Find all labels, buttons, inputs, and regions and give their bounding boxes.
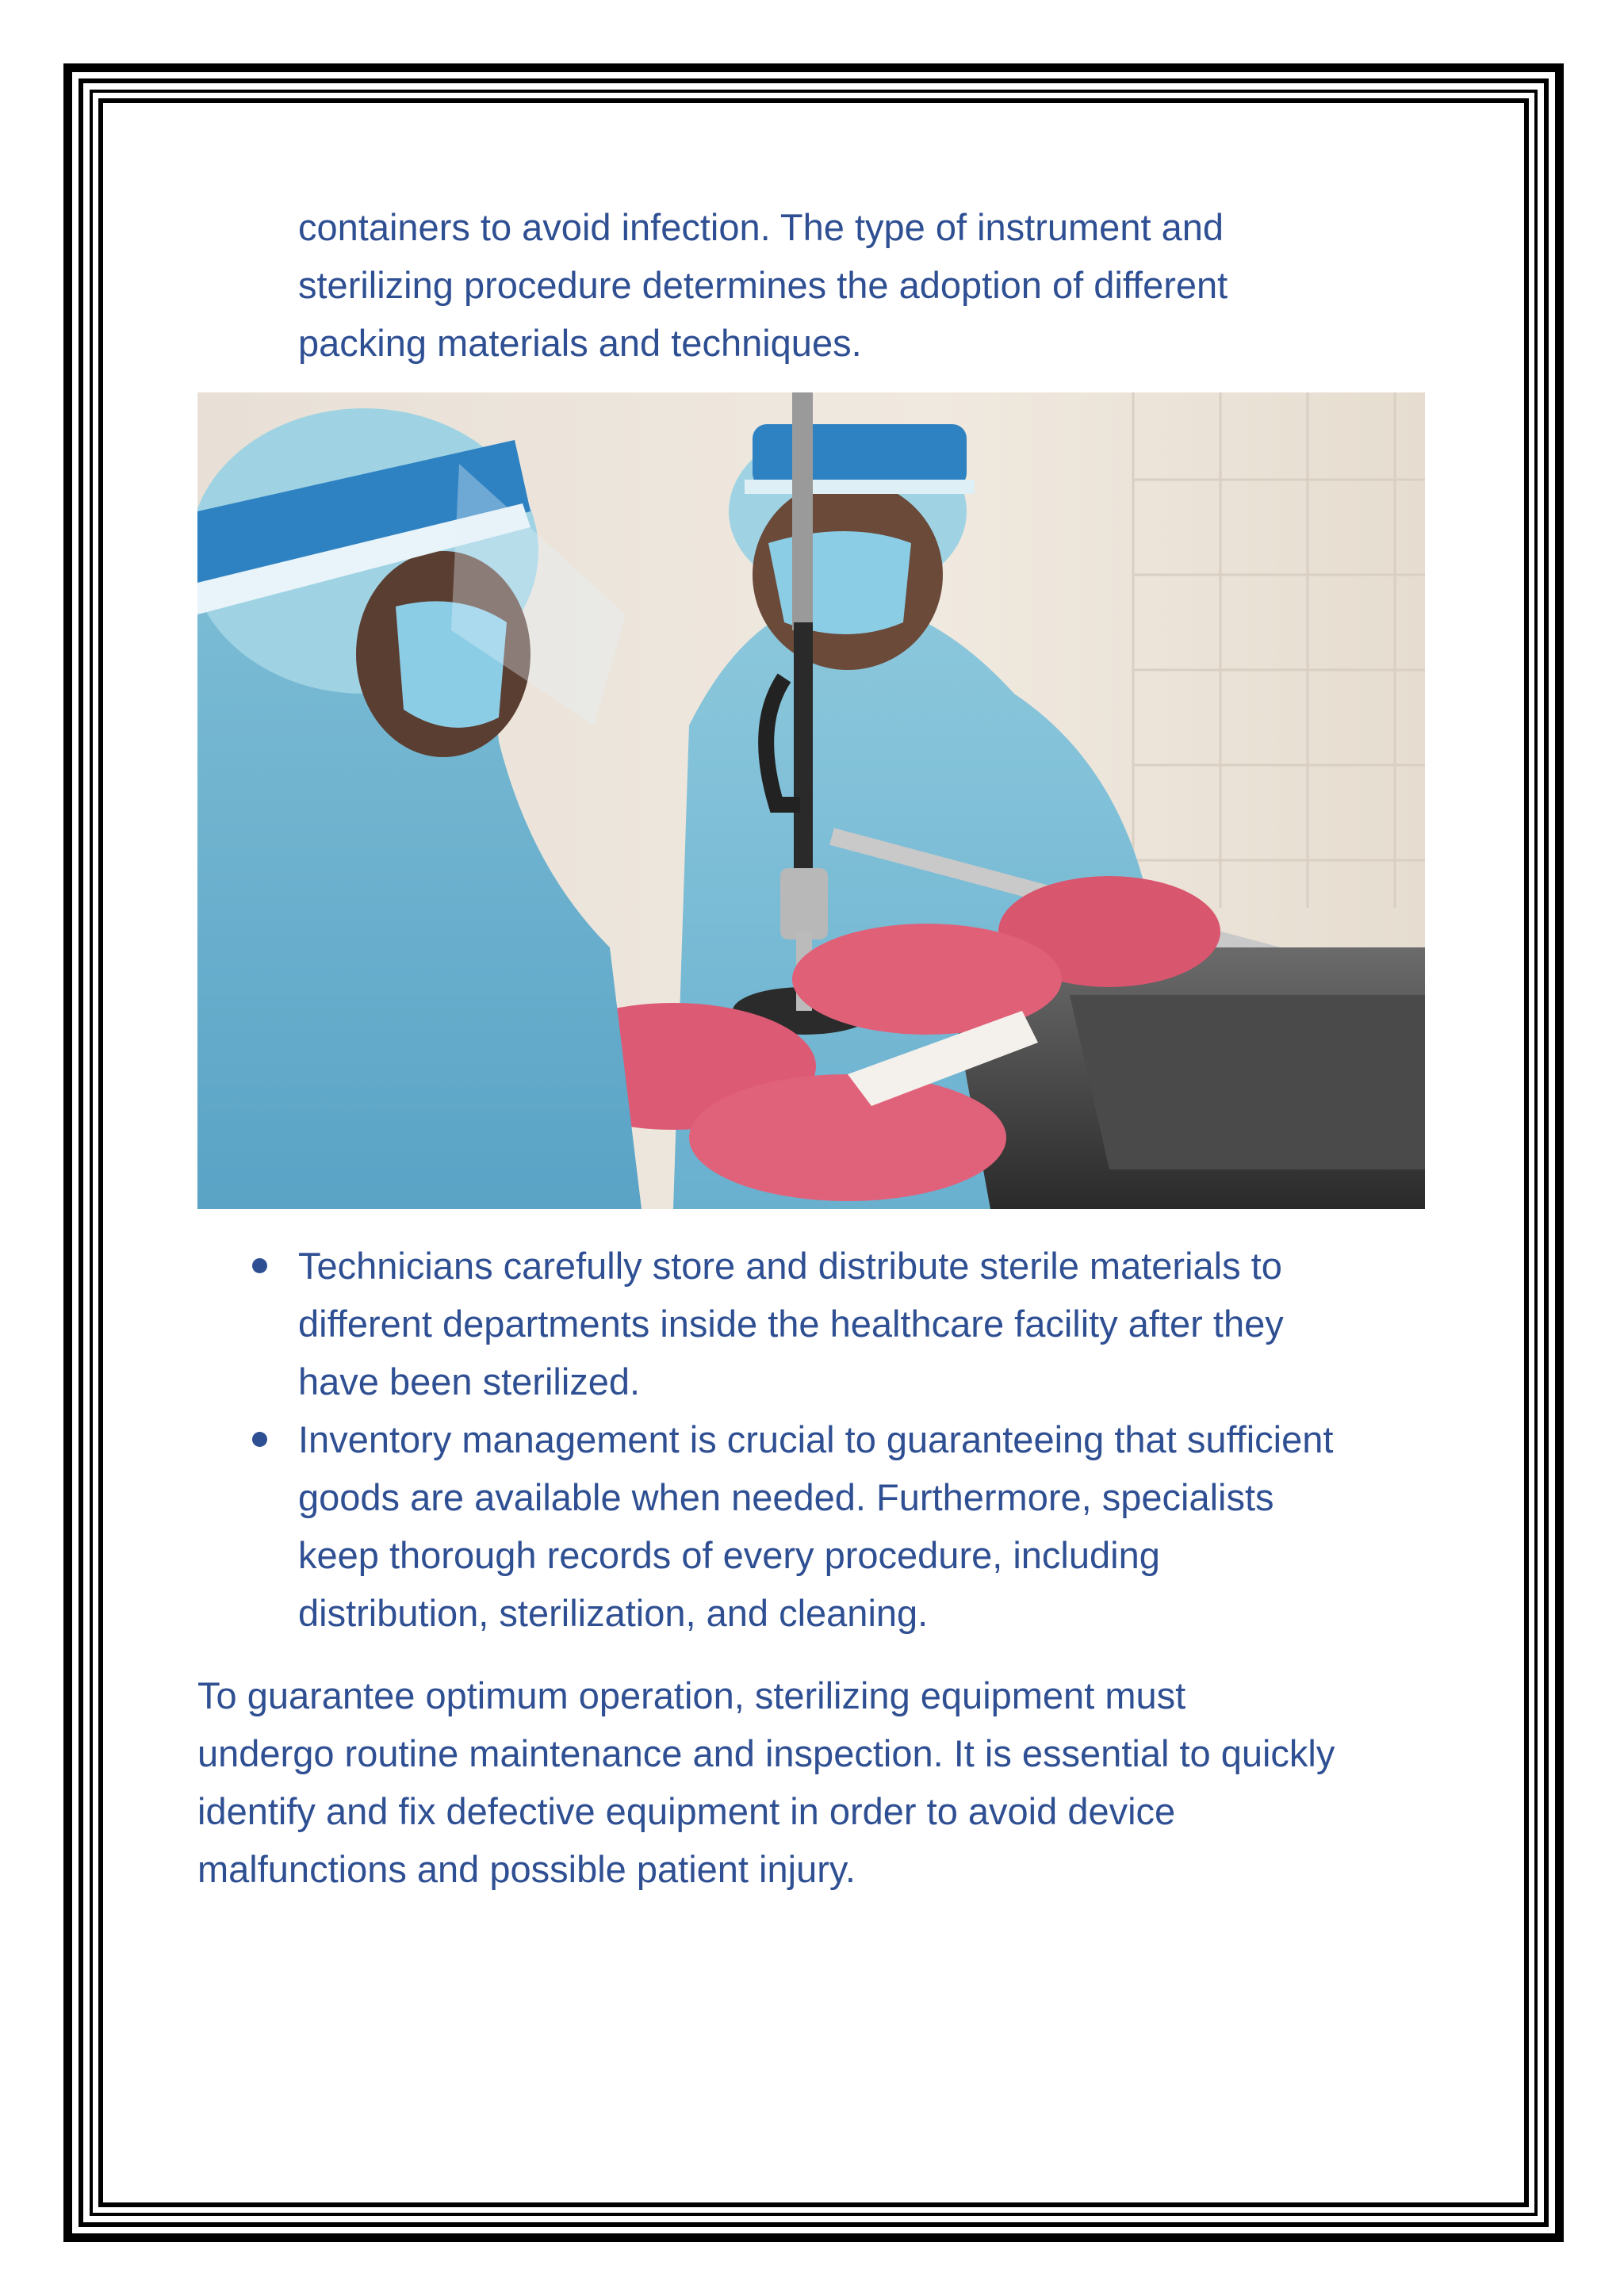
list-item <box>238 1410 1475 1642</box>
bullet-list <box>238 1237 1475 1642</box>
text-line: distribution, sterilization, and cleaning. <box>298 1592 929 1634</box>
text-line: goods are available when needed. Furthermore, specialists <box>298 1476 1274 1518</box>
text-line: containers to avoid infection. The type of instrument and <box>298 206 1224 248</box>
text-line: malfunctions and possible patient injury. <box>197 1848 856 1890</box>
text-line: identify and fix defective equipment in order to avoid device <box>197 1790 1176 1832</box>
text-line: To guarantee optimum operation, sterilizing equipment must <box>197 1674 1186 1716</box>
lead-paragraph <box>298 198 1472 372</box>
text-line: different departments inside the healthcare facility after they <box>298 1303 1284 1345</box>
text-line: packing materials and techniques. <box>298 322 862 364</box>
list-item-text <box>298 1410 1475 1642</box>
text-line: Inventory management is crucial to guaranteeing that sufficient <box>298 1418 1334 1460</box>
sterilization-technicians-photo <box>197 392 1425 1209</box>
bullet-icon <box>252 1258 267 1273</box>
closing-paragraph <box>197 1667 1466 1898</box>
text-line: keep thorough records of every procedure, including <box>298 1534 1160 1576</box>
text-line: undergo routine maintenance and inspection. It is essential to quickly <box>197 1732 1335 1774</box>
text-line: have been sterilized. <box>298 1360 641 1402</box>
list-item-text <box>298 1237 1475 1410</box>
text-line: sterilizing procedure determines the adoption of different <box>298 264 1228 306</box>
bullet-icon <box>252 1432 267 1447</box>
list-item <box>238 1237 1475 1410</box>
photo-illustration <box>197 392 1425 1209</box>
text-line: Technicians carefully store and distribute sterile materials to <box>298 1245 1282 1287</box>
